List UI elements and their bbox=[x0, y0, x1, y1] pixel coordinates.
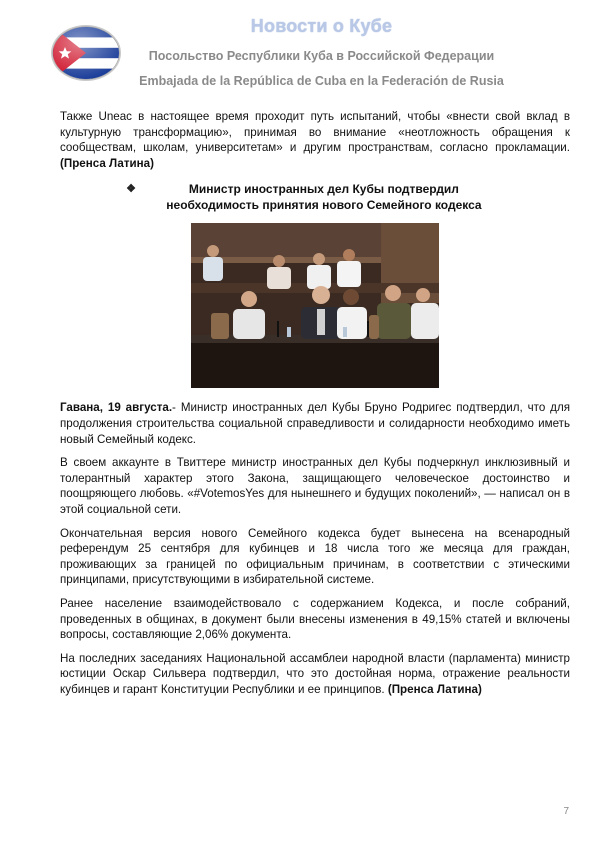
embassy-name-ru: Посольство Республики Куба в Российской Федерации bbox=[148, 49, 495, 63]
embassy-name-es: Embajada de la República de Cuba en la Federación de Rusia bbox=[139, 74, 504, 88]
article-dateline: Гавана, 19 августа. bbox=[60, 401, 173, 415]
article-photo bbox=[191, 223, 439, 388]
article-paragraph-2: В своем аккаунте в Твиттере министр иностранных дел Кубы подчеркнул инклюзивный и толерантный характер этого Закона, защищающего человеческое достоинство и поощряющего любовь. «#VotemosYes для нынешнего и будущих поколений», — написал он в этой социальной сети. bbox=[60, 456, 570, 516]
article-paragraph-4: Ранее население взаимодействовало с содержанием Кодекса, и после собраний, проведенных в общинах, в документ были внесены изменения в 49,15% статей и включены вопросы, составляющие 2,06% документа. bbox=[60, 596, 570, 642]
header-title: Новости о Кубе bbox=[250, 16, 393, 36]
article-paragraph-1 bbox=[60, 400, 570, 447]
intro-text: Также Uneac в настоящее время проходит путь испытаний, чтобы «внести свой вклад в культурную трансформацию», принимая во внимание «неотложность обращения к сообществам, школам, университетам» и другим пространствам, согласно прокламации. bbox=[60, 110, 570, 155]
article-paragraph-5 bbox=[60, 651, 570, 698]
page-header bbox=[0, 0, 613, 100]
diamond-bullet-icon: ❖ bbox=[126, 183, 136, 196]
article-headline bbox=[60, 181, 570, 213]
article-paragraph-3: Окончательная версия нового Семейного кодекса будет вынесена на всенародный референдум 25 сентября для кубинцев и 18 числа того же месяца для граждан, проживающих за границей по официальным причинам, в соответствии с этическими принципами, присутствующими в избирательной системе. bbox=[60, 526, 570, 587]
article-p1-text: - Министр иностранных дел Кубы Бруно Родригес подтвердил, что для продолжения строительства социальной справедливости и солидарности необходимо иметь новый Семейный кодекс. bbox=[60, 401, 570, 446]
intro-paragraph bbox=[60, 109, 570, 171]
page-content bbox=[60, 109, 570, 705]
article-headline-text: Министр иностранных дел Кубы подтвердил необходимость принятия нового Семейного кодекса bbox=[166, 182, 482, 213]
article-p5-text: На последних заседаниях Национальной ассамблеи народной власти (парламента) министр юстиции Оскар Сильвера подтвердил, что это достойная норма, отражение реальности кубинцев и гарант Конституции Республики и ее принципов. bbox=[60, 651, 570, 696]
page-number: 7 bbox=[563, 806, 569, 817]
intro-source: (Пренса Латина) bbox=[60, 156, 154, 170]
article-p5-source: (Пренса Латина) bbox=[387, 682, 482, 696]
